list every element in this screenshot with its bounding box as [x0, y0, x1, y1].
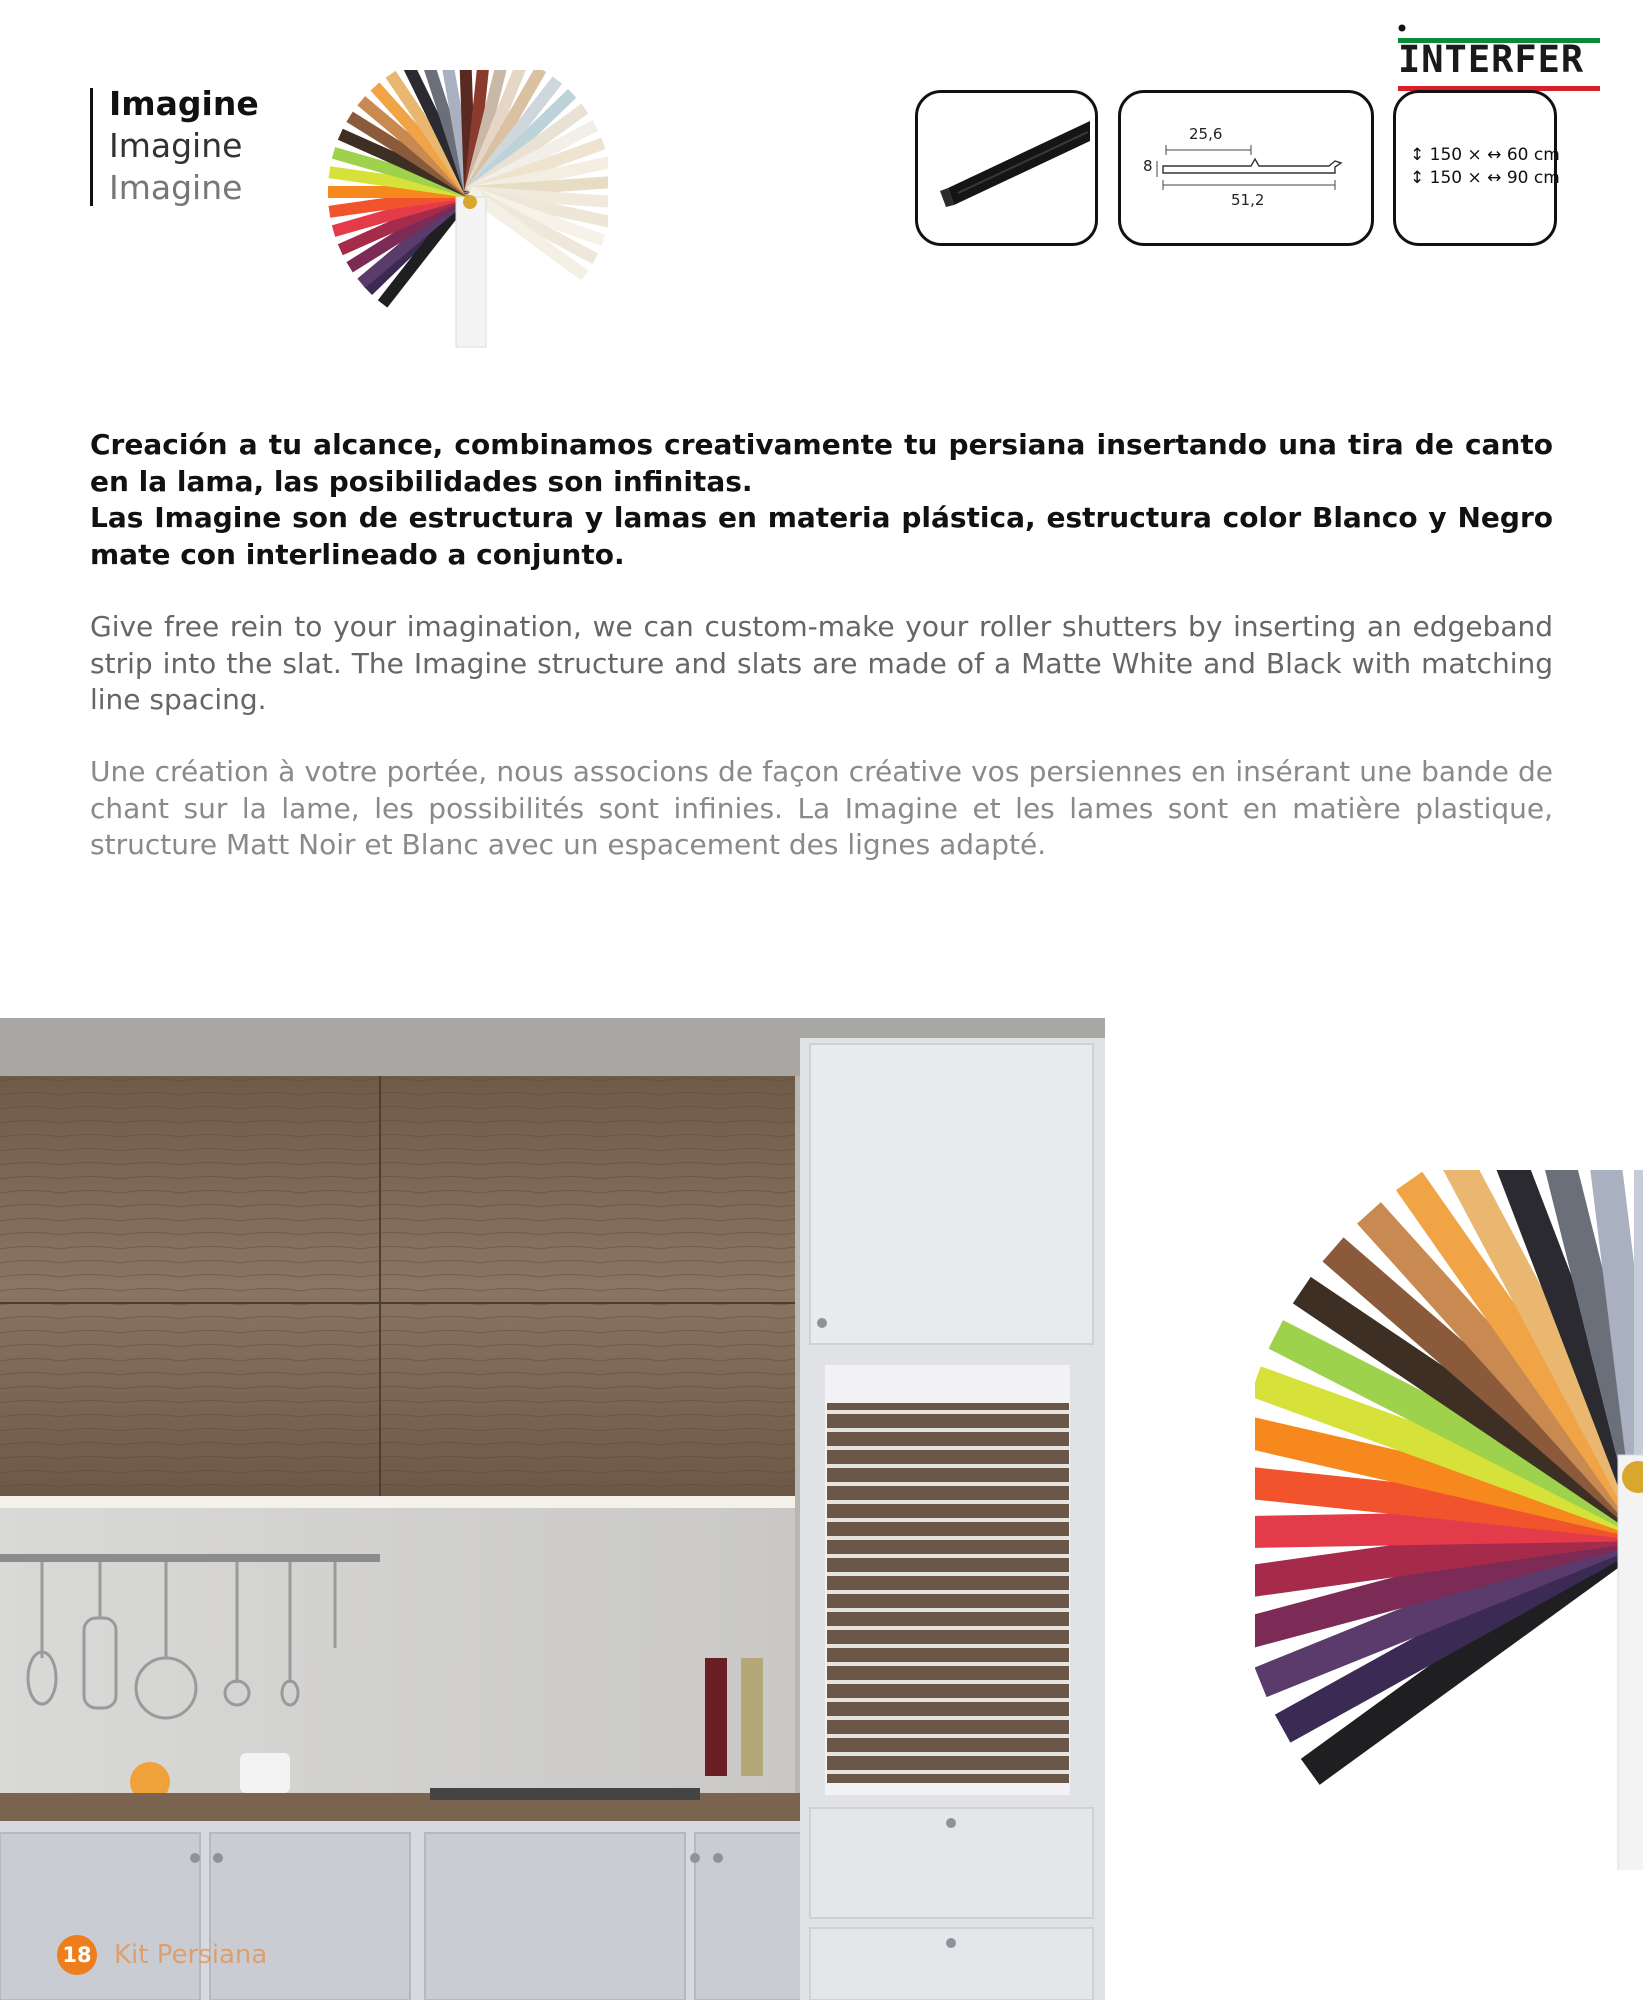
slat-profile-image-box	[915, 90, 1098, 246]
color-fan-large-image	[1255, 1170, 1643, 1870]
footer-section-label: Kit Persiana	[114, 1940, 268, 1970]
profile-bottom-dimension: 51,2	[1231, 191, 1265, 209]
profile-diagram	[1121, 93, 1371, 243]
height-arrow-icon: ↕	[1410, 168, 1425, 188]
times-icon: ×	[1467, 145, 1482, 165]
times-icon: ×	[1467, 168, 1482, 188]
product-title-tertiary: Imagine	[109, 168, 243, 207]
product-title: Imagine	[109, 84, 259, 123]
description-spanish-line2: Las Imagine son de estructura y lamas en materia plástica, estructura color Blanco y Negro mate con interlineado a conjunto.	[90, 501, 1553, 571]
fan-white-blade	[456, 197, 486, 347]
page-number-badge: 18	[57, 1935, 97, 1975]
fan-pivot-icon	[463, 195, 477, 209]
black-slat-image	[918, 93, 1095, 243]
sizes-box	[1393, 90, 1560, 246]
product-title-secondary: Imagine	[109, 126, 243, 165]
description-spanish-line1: Creación a tu alcance, combinamos creativamente tu persiana insertando una tira de canto en la lama, las posibilidades son infinitas.	[90, 428, 1553, 498]
width-arrow-icon: ↔	[1487, 168, 1502, 188]
profile-side-dimension: 8	[1143, 157, 1153, 175]
description-english: Give free rein to your imagination, we can custom-make your roller shutters by inserting an edgeband strip into the slat. The Imagine structure and slats are made of a Matte White and Black with matching line spacing.	[90, 610, 1553, 716]
size-row: ↕ 150 × ↔ 60 cm	[1410, 145, 1560, 165]
size-row: ↕ 150 × ↔ 90 cm	[1410, 168, 1560, 188]
profile-dimensions-box	[1118, 90, 1374, 246]
description-french: Une création à votre portée, nous associons de façon créative vos persiennes en insérant une bande de chant sur la lame, les possibilités sont infinies. La Imagine et les lames sont en matière plastique, structure Matt Noir et Blanc avec un espacement des lignes adapté.	[90, 755, 1553, 861]
logo-text: INTERFER	[1398, 38, 1585, 81]
title-accent-bar	[90, 88, 93, 206]
width-arrow-icon: ↔	[1487, 145, 1502, 165]
kitchen-photo	[0, 1018, 1105, 2000]
height-arrow-icon: ↕	[1410, 145, 1425, 165]
description-spanish	[90, 427, 1553, 573]
profile-top-dimension: 25,6	[1189, 125, 1223, 143]
color-fan-small-image	[318, 70, 608, 350]
